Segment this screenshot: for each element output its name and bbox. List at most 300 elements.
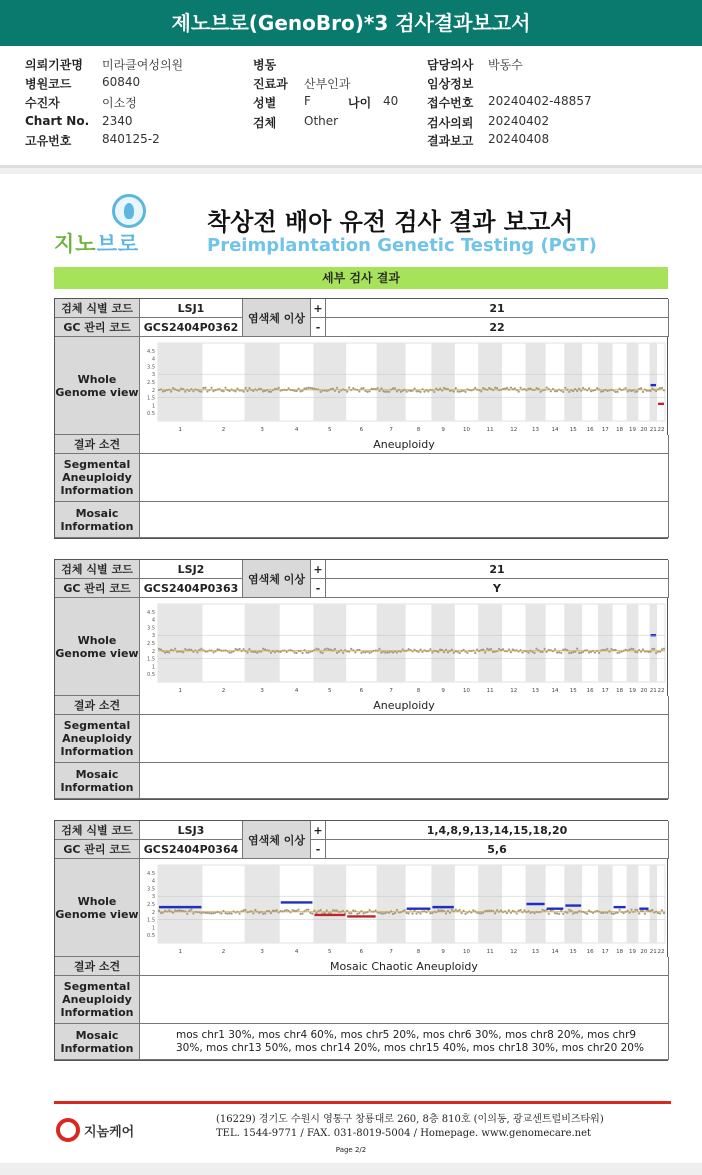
data-point [516, 912, 518, 914]
finding-value: Mosaic Chaotic Aneuploidy [140, 957, 669, 976]
y-tick-label: 1.5 [147, 656, 155, 663]
data-point [301, 912, 303, 914]
data-point [408, 912, 410, 914]
x-tick-label: 2 [221, 949, 226, 955]
gc-code-value: GCS2404P0363 [140, 579, 243, 598]
y-tick-label: 3 [151, 633, 155, 640]
chromosome-band [431, 343, 454, 421]
y-tick-label: 2.5 [147, 902, 155, 908]
data-point [270, 391, 272, 393]
data-point [443, 651, 445, 653]
data-point [476, 648, 478, 650]
x-tick-label: 8 [416, 949, 421, 955]
data-point [663, 648, 665, 650]
y-tick-label: 3 [151, 894, 155, 901]
data-point [192, 390, 194, 392]
x-tick-label: 10 [463, 427, 471, 433]
chromosome-band [650, 343, 657, 421]
x-tick-label: 18 [616, 427, 624, 433]
data-point [360, 652, 362, 654]
data-point [315, 648, 317, 650]
data-point [480, 912, 482, 914]
specimen-id-value: LSJ2 [140, 560, 243, 579]
data-point [614, 391, 616, 393]
plot-area [158, 343, 665, 421]
data-point [252, 912, 254, 914]
data-point [510, 387, 512, 389]
data-point [510, 651, 512, 653]
data-point [309, 387, 311, 389]
whole-genome-view-label: Whole Genome view [55, 598, 140, 696]
data-point [254, 909, 256, 911]
data-point [482, 387, 484, 389]
y-tick-label: 3.5 [147, 625, 155, 632]
loss-chromosomes: Y [326, 579, 669, 598]
x-tick-label: 13 [532, 688, 540, 694]
data-point [413, 387, 415, 389]
chromosome-band [598, 865, 613, 943]
segmental-value [140, 715, 669, 763]
data-point [244, 909, 246, 911]
data-point [174, 648, 176, 650]
data-point [226, 913, 228, 915]
data-point [474, 652, 476, 654]
data-point [548, 913, 550, 915]
data-point [488, 387, 490, 389]
x-tick-label: 20 [640, 427, 648, 433]
data-point [184, 648, 186, 650]
data-point [535, 648, 537, 650]
chromosome-band [627, 343, 639, 421]
data-point [508, 648, 510, 650]
data-point [661, 387, 663, 389]
data-point [464, 913, 466, 915]
hospital-code-label: 병원코드 [25, 77, 72, 91]
data-point [234, 648, 236, 650]
data-point [348, 912, 350, 914]
recipient-label: 수진자 [25, 96, 60, 110]
data-point [655, 652, 657, 654]
loss-chromosomes: 5,6 [326, 840, 669, 859]
chromosome-band [158, 343, 202, 421]
data-point [216, 648, 218, 650]
x-tick-label: 11 [486, 427, 494, 433]
data-point [406, 912, 408, 914]
data-point [568, 652, 570, 654]
data-point [313, 909, 315, 911]
data-point [558, 651, 560, 653]
data-point [634, 909, 636, 911]
data-point [228, 652, 230, 654]
data-point [236, 388, 238, 390]
data-point [498, 648, 500, 650]
data-point [238, 648, 240, 650]
gain-chromosomes: 21 [326, 299, 669, 318]
data-point [564, 387, 566, 389]
x-tick-label: 21 [649, 688, 657, 694]
whole-genome-view-label: Whole Genome view [55, 337, 140, 435]
x-tick-label: 20 [640, 688, 648, 694]
data-point [455, 387, 457, 389]
y-tick-label: 2 [151, 387, 155, 394]
divider [0, 168, 702, 174]
loss-sign: - [311, 579, 326, 598]
data-point [636, 390, 638, 392]
data-point [596, 387, 598, 389]
y-tick-label: 4 [151, 878, 155, 885]
data-point [539, 391, 541, 393]
specimen-id-value: LSJ1 [140, 299, 243, 318]
data-point [384, 652, 386, 654]
data-point [402, 648, 404, 650]
data-point [612, 913, 614, 915]
specimen-id-label: 검체 식별 코드 [55, 299, 140, 318]
data-point [616, 391, 618, 393]
data-point [244, 387, 246, 389]
data-point [305, 909, 307, 911]
chromosome-band [478, 865, 502, 943]
data-point [527, 651, 529, 653]
data-point [506, 912, 508, 914]
chromosome-band [313, 604, 346, 682]
data-point [262, 648, 264, 650]
data-point [570, 652, 572, 654]
data-point [437, 909, 439, 911]
data-point [386, 391, 388, 393]
x-tick-label: 21 [649, 949, 657, 955]
data-point [523, 909, 525, 911]
y-tick-label: 2 [151, 648, 155, 655]
gc-code-value: GCS2404P0362 [140, 318, 243, 337]
data-point [588, 387, 590, 389]
unique-no-value: 840125-2 [102, 132, 160, 146]
data-point [334, 648, 336, 650]
chromosome-band [158, 865, 202, 943]
data-point [348, 387, 350, 389]
data-point [415, 390, 417, 392]
data-point [238, 913, 240, 915]
gain-sign: + [311, 821, 326, 840]
report-date-value: 20240408 [488, 132, 550, 146]
data-point [556, 390, 558, 392]
whole-genome-chart [140, 598, 669, 696]
data-point [572, 390, 574, 392]
doctor-value: 박동수 [488, 58, 523, 72]
data-point [378, 390, 380, 392]
data-point [270, 652, 272, 654]
data-point [326, 648, 328, 650]
x-tick-label: 6 [359, 949, 364, 955]
data-point [222, 390, 224, 392]
data-point [200, 648, 202, 650]
chromosome-band [313, 343, 346, 421]
data-point [578, 652, 580, 654]
segmental-value [140, 454, 669, 502]
data-point [334, 909, 336, 911]
specimen-id-label: 검체 식별 코드 [55, 560, 140, 579]
data-point [628, 649, 630, 651]
data-point [186, 913, 188, 915]
data-point [230, 651, 232, 653]
y-tick-label: 1.5 [147, 395, 155, 402]
logo-text: 지노 [54, 232, 97, 256]
data-point [598, 652, 600, 654]
data-point [264, 390, 266, 392]
data-point [535, 387, 537, 389]
data-point [386, 651, 388, 653]
data-point [663, 912, 665, 914]
data-point [494, 387, 496, 389]
data-point [610, 912, 612, 914]
x-tick-label: 3 [260, 688, 264, 694]
data-point [504, 387, 506, 389]
x-tick-label: 14 [551, 427, 559, 433]
data-point [653, 648, 655, 650]
plot-area [158, 865, 665, 943]
x-tick-label: 17 [601, 949, 609, 955]
data-point [600, 391, 602, 393]
segmental-label: Segmental Aneuploidy Information [55, 715, 140, 763]
specimen-value: Other [304, 114, 339, 128]
data-point [210, 387, 212, 389]
data-point [336, 387, 338, 389]
data-point [376, 387, 378, 389]
x-tick-label: 12 [510, 688, 518, 694]
data-point [582, 651, 584, 653]
data-point [305, 387, 307, 389]
data-point [518, 909, 520, 911]
page-number: Page 2/2 [335, 1146, 367, 1154]
data-point [433, 391, 435, 393]
genomecare-logo [56, 1115, 166, 1149]
report-header-title: 제노브로(GenoBro)*3 검사결과보고서 [0, 0, 702, 46]
data-point [610, 648, 612, 650]
x-tick-label: 21 [649, 427, 657, 433]
data-point [521, 651, 523, 653]
chromosome-band [650, 604, 657, 682]
data-point [634, 651, 636, 653]
data-point [286, 651, 288, 653]
gain-chromosomes: 21 [326, 560, 669, 579]
data-point [174, 909, 176, 911]
data-point [382, 390, 384, 392]
data-point [478, 912, 480, 914]
data-point [488, 910, 490, 912]
gc-code-label: GC 관리 코드 [55, 579, 140, 598]
data-point [392, 651, 394, 653]
x-tick-label: 12 [510, 949, 518, 955]
data-point [311, 387, 313, 389]
data-point [360, 387, 362, 389]
chromosome-band [650, 865, 657, 943]
x-tick-label: 2 [221, 688, 226, 694]
genobro-logo [54, 194, 174, 256]
data-point [618, 909, 620, 911]
data-point [317, 648, 319, 650]
data-point [396, 390, 398, 392]
chromosome-band [245, 604, 280, 682]
gc-code-label: GC 관리 코드 [55, 840, 140, 859]
data-point [362, 912, 364, 914]
data-point [431, 651, 433, 653]
data-point [580, 652, 582, 654]
data-point [506, 387, 508, 389]
finding-value: Aneuploidy [140, 435, 669, 454]
x-tick-label: 11 [486, 949, 494, 955]
data-point [554, 648, 556, 650]
x-tick-label: 9 [441, 688, 445, 694]
data-point [354, 651, 356, 653]
chromosome-band [564, 604, 582, 682]
data-point [166, 651, 168, 653]
footer-divider [54, 1101, 671, 1104]
y-tick-label: 3.5 [147, 364, 155, 371]
data-point [474, 387, 476, 389]
sample-result-table [54, 559, 668, 800]
data-point [550, 390, 552, 392]
institution-value: 미라클여성의원 [102, 58, 184, 72]
data-point [655, 390, 657, 392]
y-tick-label: 2 [151, 909, 155, 916]
hospital-code-value: 60840 [102, 75, 141, 89]
data-point [206, 390, 208, 392]
chromosome-band [245, 865, 280, 943]
data-point [642, 391, 644, 393]
dept-value: 산부인과 [304, 77, 351, 91]
data-point [636, 909, 638, 911]
data-point [352, 387, 354, 389]
chromosome-band [377, 604, 406, 682]
copy-number-plot [140, 859, 669, 957]
mosaic-label: Mosaic Information [55, 763, 140, 799]
data-point [576, 648, 578, 650]
unique-no-label: 고유번호 [25, 134, 72, 148]
chromosome-band [431, 865, 454, 943]
x-tick-label: 5 [328, 949, 332, 955]
x-tick-label: 17 [601, 688, 609, 694]
data-point [640, 387, 642, 389]
data-point [659, 912, 661, 914]
data-point [362, 387, 364, 389]
x-tick-label: 18 [616, 688, 624, 694]
chromosome-band [564, 865, 582, 943]
data-point [382, 912, 384, 914]
chromosome-band [158, 604, 202, 682]
data-point [234, 390, 236, 392]
data-point [338, 391, 340, 393]
data-point [409, 390, 411, 392]
y-tick-label: 0.5 [147, 672, 155, 679]
data-point [394, 387, 396, 389]
data-point [293, 651, 295, 653]
data-point [168, 651, 170, 653]
data-point [158, 648, 160, 650]
data-point [582, 387, 584, 389]
data-point [256, 652, 258, 654]
data-point [319, 909, 321, 911]
data-point [358, 390, 360, 392]
data-point [642, 648, 644, 650]
report-title-korean: 착상전 배아 유전 검사 결과 보고서 [207, 208, 574, 236]
data-point [429, 648, 431, 650]
chromosome-abnormality-label: 염색체 이상 [243, 821, 311, 859]
data-point [198, 390, 200, 392]
data-point [326, 390, 328, 392]
data-point [384, 391, 386, 393]
data-point [461, 912, 463, 914]
data-point [301, 652, 303, 654]
data-point [455, 909, 457, 911]
data-point [651, 909, 653, 911]
data-point [295, 652, 297, 654]
specimen-id-label: 검체 식별 코드 [55, 821, 140, 840]
data-point [614, 912, 616, 914]
data-point [212, 912, 214, 914]
data-point [164, 652, 166, 654]
chart-no-value: 2340 [102, 114, 133, 128]
data-point [651, 648, 653, 650]
sample-result-table [54, 298, 668, 539]
data-point [396, 651, 398, 653]
data-point [461, 390, 463, 392]
specimen-id-value: LSJ3 [140, 821, 243, 840]
x-tick-label: 10 [463, 949, 471, 955]
data-point [644, 913, 646, 915]
data-point [554, 390, 556, 392]
data-point [554, 912, 556, 914]
data-point [638, 912, 640, 914]
data-point [172, 387, 174, 389]
x-tick-label: 13 [532, 949, 540, 955]
finding-value: Aneuploidy [140, 696, 669, 715]
x-tick-label: 10 [463, 688, 471, 694]
data-point [270, 912, 272, 914]
gc-code-value: GCS2404P0364 [140, 840, 243, 859]
company-name: 지놈케어 [84, 1125, 135, 1140]
data-point [445, 912, 447, 914]
x-tick-label: 15 [569, 949, 577, 955]
chromosome-abnormality-label: 염색체 이상 [243, 560, 311, 598]
data-point [558, 913, 560, 915]
gain-chromosomes: 1,4,8,9,13,14,15,18,20 [326, 821, 669, 840]
finding-label: 결과 소견 [55, 696, 140, 715]
recipient-value: 이소정 [102, 96, 137, 110]
data-point [459, 652, 461, 654]
data-point [202, 387, 204, 389]
data-point [358, 912, 360, 914]
data-point [184, 391, 186, 393]
data-point [586, 913, 588, 915]
data-point [453, 652, 455, 654]
data-point [272, 909, 274, 911]
y-tick-label: 4.5 [147, 870, 155, 877]
data-point [342, 652, 344, 654]
y-tick-label: 4 [151, 356, 155, 363]
data-point [657, 912, 659, 914]
data-point [299, 390, 301, 392]
chromosome-band [245, 343, 280, 421]
x-tick-label: 3 [260, 949, 264, 955]
x-tick-label: 6 [359, 688, 364, 694]
data-point [564, 648, 566, 650]
ward-label: 병동 [253, 58, 277, 72]
age-label: 나이 [348, 96, 372, 110]
data-point [364, 651, 366, 653]
x-tick-label: 8 [416, 427, 421, 433]
data-point [188, 909, 190, 911]
data-point [352, 909, 354, 911]
data-point [228, 912, 230, 914]
